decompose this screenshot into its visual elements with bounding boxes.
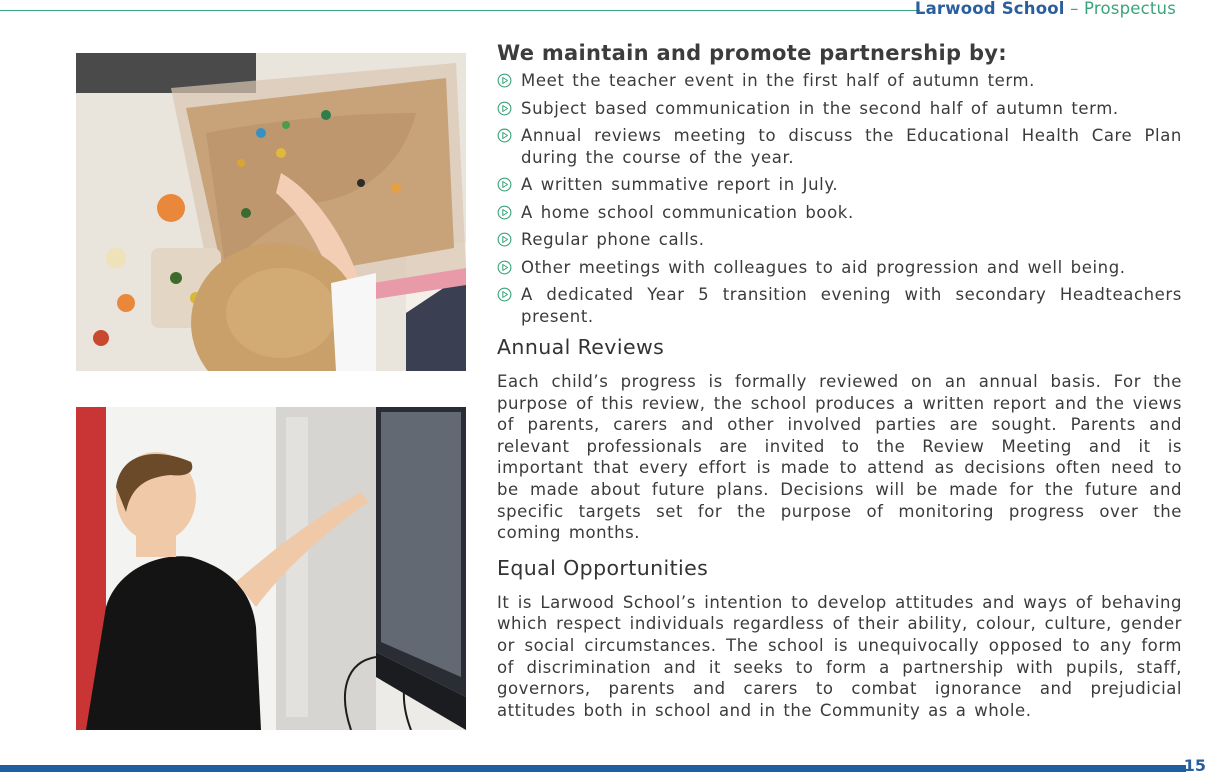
partnership-item [497,174,1182,196]
partnership-item [497,70,1182,92]
main-content [497,38,1182,731]
page-number: 15 [1183,756,1206,775]
play-circle-icon [497,232,512,247]
annual-reviews-heading: Annual Reviews [497,335,665,359]
partnership-item [497,125,1182,168]
photo-interactive-board [76,407,466,730]
partnership-heading: We maintain and promote partnership by: [497,41,1007,65]
equal-opportunities-text: It is Larwood School’s intention to develop attitudes and ways of behaving which respect individuals regardless of their ability, colour, culture, gender or social circumstances. The school is unequivocally opposed to any form of discrimination and it seeks to form a partnership with pupils, staff, governors, parents and carers to combat ignorance and prejudicial attitudes both in school and in the Community as a whole. [497,592,1182,720]
photo-sand-play [76,53,466,371]
annual-reviews-text: Each child’s progress is formally reviewed on an annual basis. For the purpose of this review, the school produces a written report and the views of parents, carers and other involved parties are sought. Parents and relevant professionals are invited to the Review Meeting and it is important that every effort is made to attend as decisions often need to be made about future plans. Decisions will be made for the future and specific targets set for the purpose of monitoring progress over the coming months. [497,372,1182,543]
running-header [915,0,1176,18]
partnership-item-text: Subject based communication in the second half of autumn term. [521,98,1119,118]
partnership-item [497,284,1182,327]
partnership-item-text: Annual reviews meeting to discuss the Educational Health Care Plan during the course of the year. [521,126,1182,167]
partnership-item [497,257,1182,279]
header-school-name: Larwood School [914,0,1065,18]
header-document-title: Prospectus [1084,0,1176,18]
partnership-item-text: Regular phone calls. [521,230,705,249]
play-circle-icon [497,260,512,275]
header-separator: – [1064,0,1084,18]
partnership-item [497,98,1182,120]
partnership-item [497,202,1182,224]
play-circle-icon [497,177,512,192]
play-circle-icon [497,287,512,302]
partnership-item-text: A dedicated Year 5 transition evening with secondary Headteachers present. [521,285,1182,326]
header-rule [0,10,920,11]
play-circle-icon [497,205,512,220]
partnership-item-text: Meet the teacher event in the first half of autumn term. [521,71,1036,90]
equal-opportunities-heading: Equal Opportunities [497,555,709,580]
partnership-list [497,70,1182,327]
footer-bar [0,765,1186,772]
partnership-item-text: A home school communication book. [521,202,854,222]
play-circle-icon [497,128,512,143]
play-circle-icon [497,73,512,88]
partnership-item-text: Other meetings with colleagues to aid progression and well being. [521,257,1126,277]
partnership-item-text: A written summative report in July. [521,175,839,194]
partnership-item [497,229,1182,251]
play-circle-icon [497,101,512,116]
